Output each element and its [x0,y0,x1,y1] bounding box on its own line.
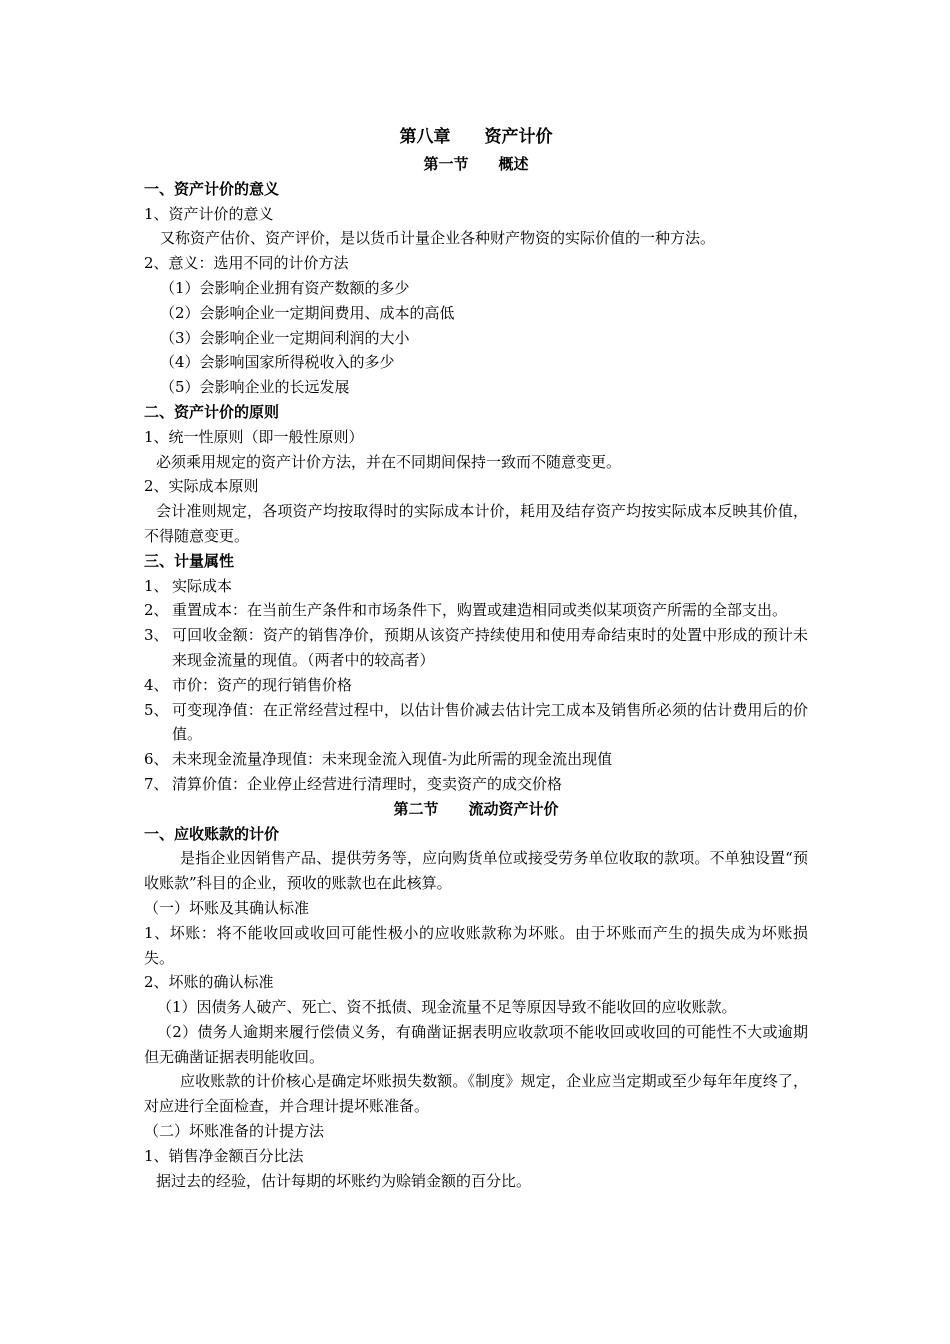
paragraph: 会计准则规定，各项资产均按取得时的实际成本计价，耗用及结存资产均按实际成本反映其价值，不得随意变更。 [144,502,808,545]
paragraph: 据过去的经验，估计每期的坏账约为赊销金额的百分比。 [156,1171,532,1190]
paragraph-label: 1、统一性原则（即一般性原则） [144,427,364,446]
list-number: 3、 [144,626,169,645]
list-number: 2、 [144,601,169,620]
list-item: （2）会影响企业一定期间费用、成本的高低 [160,303,455,322]
list-text: 未来现金流量净现值：未来现金流入现值-为此所需的现金流出现值 [172,750,613,769]
subheading: （一）坏账及其确认标准 [144,898,310,917]
paragraph-label: 1、销售净金额百分比法 [144,1146,304,1165]
list-item [144,747,808,772]
list-item [144,598,808,623]
list-item [144,698,808,748]
document-page [144,122,808,1193]
section-title-2: 第二节 流动资产计价 [393,799,559,818]
heading-4: 一、应收账款的计价 [144,824,280,843]
list-item: （3）会影响企业一定期间利润的大小 [160,328,410,347]
paragraph-label: 2、意义：选用不同的计价方法 [144,254,349,273]
paragraph: 必须乘用规定的资产计价方法，并在不同期间保持一致而不随意变更。 [156,452,622,471]
chapter-title: 第八章 资产计价 [399,127,553,147]
list-number: 1、 [144,576,169,595]
list-item [144,623,808,673]
list-text: 可变现净值：在正常经营过程中，以估计售价减去估计完工成本及销售所必须的估计费用后的价值。 [172,700,808,744]
paragraph: 是指企业因销售产品、提供劳务等，应向购货单位或接受劳务单位收取的款项。不单独设置“预收账款”科目的企业，预收的账款也在此核算。 [144,849,808,893]
heading-3: 三、计量属性 [144,551,235,570]
heading-2: 二、资产计价的原则 [144,402,280,421]
list-text: 清算价值：企业停止经营进行清理时，变卖资产的成交价格 [172,774,563,793]
list-item [144,772,808,797]
paragraph: 又称资产估价、资产评价，是以货币计量企业各种财产物资的实际价值的一种方法。 [160,229,716,248]
list-number: 6、 [144,750,169,769]
list-text: 可回收金额：资产的销售净价，预期从该资产持续使用和使用寿命结束时的处置中形成的预计未来现金流量的现值。（两者中的较高者） [172,626,808,669]
paragraph-label: 1、资产计价的意义 [144,204,274,223]
paragraph: 1、坏账：将不能收回或收回可能性极小的应收账款称为坏账。由于坏账而产生的损失成为坏账损失。 [144,923,808,967]
list-item: （2）债务人逾期来履行偿债义务，有确凿证据表明应收款项不能收回或收回的可能性不大或逾期但无确凿证据表明能收回。 [144,1022,808,1066]
subheading: （二）坏账准备的计提方法 [144,1122,325,1141]
paragraph-label: 2、实际成本原则 [144,477,259,496]
list-item: （4）会影响国家所得税收入的多少 [160,353,395,372]
list-item [144,574,808,599]
list-number: 5、 [144,700,169,719]
list-item: （5）会影响企业的长远发展 [160,378,350,397]
heading-1: 一、资产计价的意义 [144,179,280,198]
list-text: 实际成本 [172,576,233,595]
section-title-1: 第一节 概述 [423,155,529,173]
paragraph: 应收账款的计价核心是确定坏账损失数额。《制度》规定，企业应当定期或至少每年年度终了，对应进行全面检查，并合理计提坏账准备。 [144,1072,808,1116]
list-text: 重置成本：在当前生产条件和市场条件下，购置或建造相同或类似某项资产所需的全部支出。 [172,601,788,620]
list-item: （1）因债务人破产、死亡、资不抵债、现金流量不足等原因导致不能收回的应收账款。 [157,998,737,1017]
list-item [144,673,808,698]
list-text: 市价：资产的现行销售价格 [172,675,353,694]
list-number: 4、 [144,675,169,694]
list-number: 7、 [144,774,169,793]
list-item: （1）会影响企业拥有资产数额的多少 [160,278,410,297]
paragraph-label: 2、坏账的确认标准 [144,973,274,992]
